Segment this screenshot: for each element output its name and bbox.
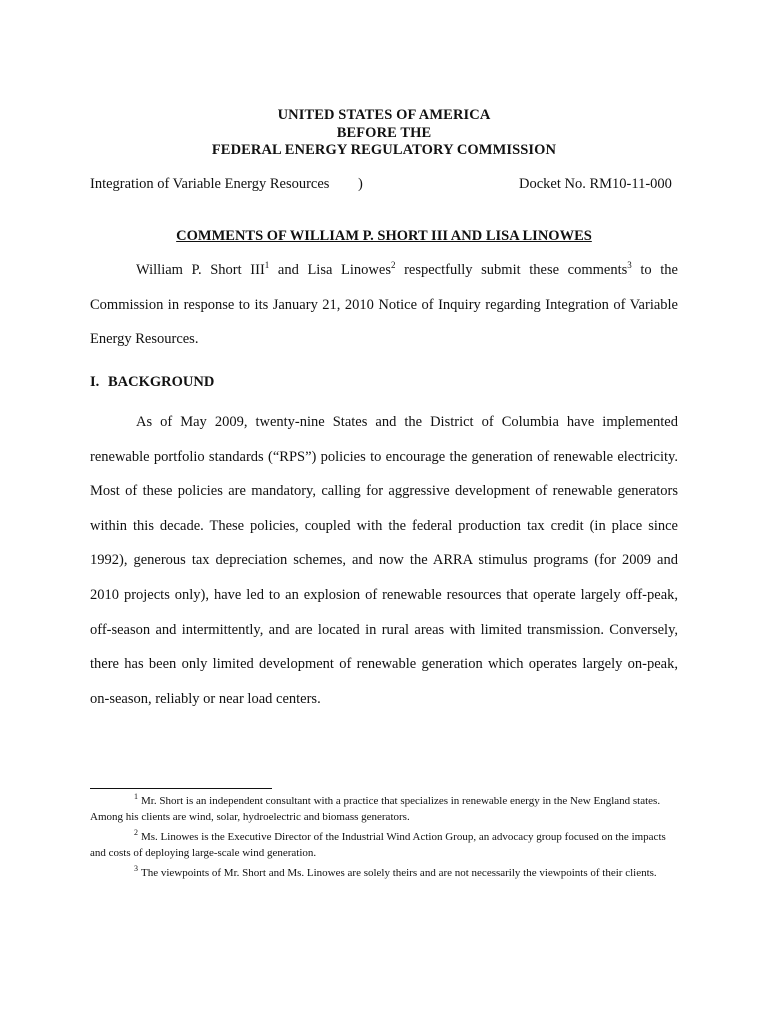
header-before: BEFORE THE [336, 125, 432, 141]
docket-number: Docket No. RM10-11-000 [519, 176, 672, 192]
footnote-ref-2: 2 [390, 260, 396, 270]
case-caption: Integration of Variable Energy Resources [90, 176, 330, 192]
footnote-text: Ms. Linowes is the Executive Director of the Industrial Wind Action Group, an advocacy group focused on the impacts and costs of deploying large-scale wind generation. [90, 831, 666, 859]
intro-paragraph [90, 253, 678, 357]
document-title: COMMENTS OF WILLIAM P. SHORT III AND LISA LINOWES [176, 228, 592, 244]
footnote-2 [90, 830, 678, 861]
footnote-number: 3 [134, 864, 138, 873]
footnote-text: The viewpoints of Mr. Short and Ms. Linowes are solely theirs and are not necessarily the viewpoints of their clients. [141, 867, 657, 879]
intro-text-4: to the Commission in response to its January 21, 2010 Notice of Inquiry regarding Integration of Variable Energy Resources. [90, 262, 678, 348]
header-country: UNITED STATES OF AMERICA [277, 107, 491, 123]
footnote-number: 2 [134, 828, 138, 837]
header-agency: FEDERAL ENERGY REGULATORY COMMISSION [211, 142, 557, 158]
footnote-ref-1: 1 [264, 260, 270, 270]
section-title: BACKGROUND [108, 374, 215, 390]
caption-parenthesis: ) [358, 176, 363, 192]
section-heading [90, 374, 214, 391]
footnote-1 [90, 794, 678, 825]
footnote-3 [90, 866, 678, 882]
background-paragraph: As of May 2009, twenty-nine States and the District of Columbia have implemented renewable portfolio standards (“RPS”) policies to encourage the generation of renewable electricity. Most of these policies are mandatory, calling for aggressive development of renewable generators within this decade. These policies, coupled with the federal production tax credit (in place since 1992), generous tax depreciation schemes, and now the ARRA stimulus programs (for 2009 and 2010 projects only), have led to an explosion of renewable resources that operate largely off-peak, off-season and intermittently, and are located in rural areas with limited transmission. Conversely, there has been only limited development of renewable generation which operates largely on-peak, on-season, reliably or near load centers. [90, 414, 678, 707]
intro-text-2: and Lisa Linowes [269, 262, 391, 278]
intro-text-3: respectfully submit these comments [395, 262, 628, 278]
intro-text-1: William P. Short III [136, 262, 265, 278]
footnote-ref-3: 3 [627, 260, 632, 270]
footnote-number: 1 [134, 792, 138, 801]
footnote-text: Mr. Short is an independent consultant with a practice that specializes in renewable energy in the New England states. Among his clients are wind, solar, hydroelectric and biomass generators. [90, 795, 661, 823]
section-number: I. [90, 374, 100, 390]
footnote-separator [90, 788, 272, 789]
